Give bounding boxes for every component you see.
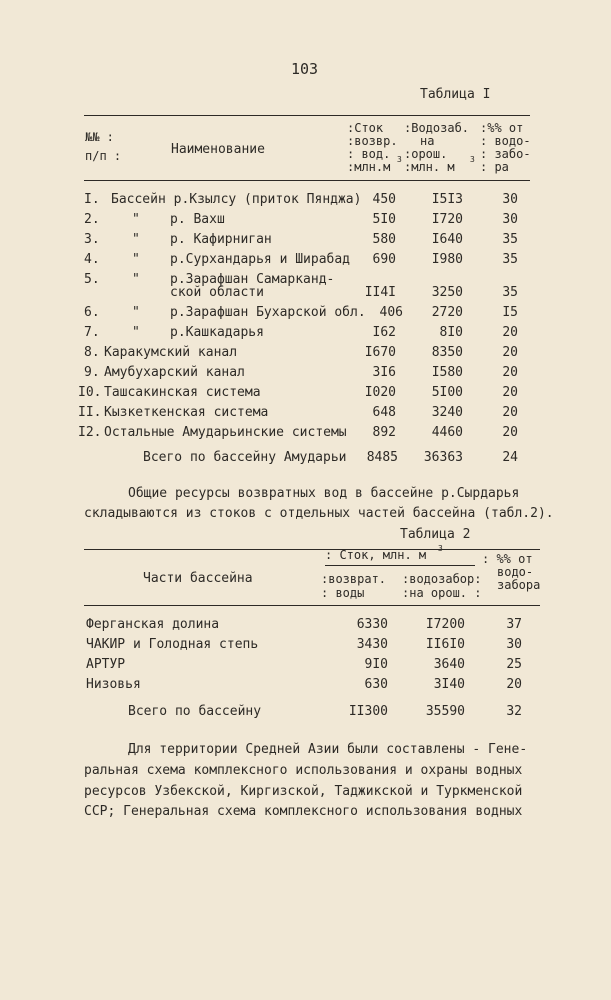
t2-row-flow: 3430 [356,637,388,652]
t1-col-flow-a: :Сток [347,121,384,135]
t1-row-pct: 35 [502,285,518,300]
t1-row-flow: I670 [364,345,396,360]
t1-total-flow: 8485 [366,450,398,465]
t2-col-flow-a: :возврат. [321,572,387,586]
t1-col-pct-c: : забо- [480,147,531,161]
t1-row-pct: 20 [502,365,518,380]
t1-row-pct: 20 [502,325,518,340]
t1-col-intake-a: :Водозаб. [404,121,470,135]
t2-row-name: ЧАКИР и Голодная степь [86,637,259,652]
t2-col-intake-b: :на орош. : [402,586,482,600]
t1-total-label: Всего по бассейну Амударьи [143,450,347,465]
page-number: 103 [291,60,319,78]
t1-intake-superscript: 3 [470,155,475,164]
t2-col-pct-b: водо- [497,565,534,579]
t1-row-intake: 8350 [431,345,463,360]
t1-row-name: Каракумский канал [104,345,238,360]
t1-col-flow-b: :возвр. [347,134,398,148]
t1-row-name: р.Зарафшан Бухарской обл. [170,305,366,320]
t1-row-intake: I5I3 [431,192,463,207]
t2-col-pct-a: : %% от [482,552,533,566]
t2-row-intake: 3I40 [433,677,465,692]
t1-col-pct-b: : водо- [480,134,531,148]
table2-title: Таблица 2 [400,527,471,542]
t1-row-name: р.Сурхандарья и Ширабад [170,252,351,267]
table2-top-rule [84,549,540,550]
t1-row-intake: 3250 [431,285,463,300]
t1-row-ditto: " [132,252,140,267]
t1-row-name: Амубухарский канал [104,365,245,380]
t1-row-no: 3. [84,232,100,247]
t1-col-intake-b: на [420,134,435,148]
t2-row-intake: II6I0 [425,637,465,652]
table1-title: Таблица I [420,87,491,102]
t2-row-pct: 37 [506,617,522,632]
t1-row-name: р.Кашкадарья [170,325,264,340]
paragraph2-line1: Для территории Средней Азии были составлены - Гене- [128,742,528,757]
t1-col-pct-d: : ра [480,160,509,174]
paragraph1-line2: складываются из стоков с отдельных частей бассейна (табл.2). [84,506,554,521]
t1-row-no: 8. [84,345,100,360]
t2-row-flow: 9I0 [364,657,388,672]
t2-flow-superscript: 3 [438,544,443,553]
t1-row-pct: I5 [502,305,518,320]
t1-row-name: р. Кафирниган [170,232,272,247]
paragraph2-line3: ресурсов Узбекской, Киргизской, Таджикской и Туркменской [84,784,523,799]
t2-row-flow: 630 [364,677,388,692]
t1-row-flow: II4I [364,285,396,300]
table2-header-rule [84,605,540,606]
t1-row-no: 5. [84,272,100,287]
t1-row-pct: 35 [502,252,518,267]
paragraph1-line1: Общие ресурсы возвратных вод в бассейне р.Сырдарья [128,486,520,501]
t1-col-pct-a: :%% от [480,121,524,135]
t2-row-intake: 3640 [433,657,465,672]
table1-top-rule [84,115,530,116]
t1-row-no: I. [84,192,100,207]
t1-row-pct: 20 [502,385,518,400]
t1-row-flow: 3I6 [372,365,396,380]
t2-row-pct: 25 [506,657,522,672]
paragraph2-line4: ССР; Генеральная схема комплексного использования водных [84,804,523,819]
t1-row-no: I0. [78,385,102,400]
t1-col-flow-d: :млн.м [347,160,391,174]
t2-row-name: АРТУР [86,657,126,672]
t2-total-pct: 32 [506,704,522,719]
t1-row-flow: 690 [372,252,396,267]
t1-row-intake: 5I00 [431,385,463,400]
t2-total-flow: II300 [348,704,388,719]
t2-row-pct: 20 [506,677,522,692]
t1-row-flow: I020 [364,385,396,400]
t2-row-intake: I7200 [425,617,465,632]
t1-row-flow: 648 [372,405,396,420]
t2-row-name: Низовья [86,677,141,692]
t1-row-flow: 580 [372,232,396,247]
t1-row-intake: I980 [431,252,463,267]
t1-row-intake: 4460 [431,425,463,440]
t1-row-name: Остальные Амударьинские системы [104,425,347,440]
t1-row-flow: 5I0 [372,212,396,227]
t1-row-name: Ташсакинская система [104,385,261,400]
t2-row-name: Ферганская долина [86,617,220,632]
t1-row-pct: 20 [502,345,518,360]
t1-row-pct: 30 [502,212,518,227]
t1-row-name-cont: ской области [170,285,264,300]
t1-row-flow: 450 [372,192,396,207]
t1-row-no: 2. [84,212,100,227]
t1-row-pct: 20 [502,425,518,440]
t1-row-intake: 8I0 [439,325,463,340]
t1-row-no: II. [78,405,102,420]
t1-col-flow-c: : вод. [347,147,391,161]
t1-row-name: Бассейн р.Кзылсу (приток Пянджа) [111,192,362,207]
t1-row-name: р. Вахш [170,212,225,227]
t1-col-intake-d: :млн. м [404,160,455,174]
t1-row-no: 9. [84,365,100,380]
t1-row-flow: 892 [372,425,396,440]
t2-col-pct-c: забора [497,578,541,592]
t1-flow-superscript: 3 [397,155,402,164]
t1-row-ditto: " [132,325,140,340]
t2-total-intake: 35590 [425,704,465,719]
t1-col-no-a: №№ : [85,130,114,144]
t2-col-intake-a: :водозабор: [402,572,482,586]
t1-row-ditto: " [132,232,140,247]
t1-total-intake: 36363 [423,450,463,465]
t2-total-label: Всего по бассейну [128,704,262,719]
t1-row-flow: 406 [379,305,403,320]
t2-col-name: Части бассейна [143,571,253,586]
t1-row-intake: I720 [431,212,463,227]
t2-col-flow-b: : воды [321,586,365,600]
t2-subheader-rule [325,565,475,566]
t2-col-flow-top: : Сток, млн. м [325,548,427,562]
t1-row-intake: 3240 [431,405,463,420]
t1-total-pct: 24 [502,450,518,465]
t1-row-intake: I580 [431,365,463,380]
t1-row-ditto: " [132,212,140,227]
t1-col-intake-c: :орош. [404,147,448,161]
table1-header-rule [84,180,530,181]
t1-row-no: 7. [84,325,100,340]
t1-row-name: р.Зарафшан Самарканд- [170,272,335,287]
t1-row-flow: I62 [372,325,396,340]
t1-col-name: Наименование [171,142,265,157]
t1-row-ditto: " [132,272,140,287]
t1-row-pct: 35 [502,232,518,247]
t2-row-flow: 6330 [356,617,388,632]
t1-row-no: 4. [84,252,100,267]
t1-col-no-b: п/п : [85,149,122,163]
t1-row-no: 6. [84,305,100,320]
t1-row-pct: 20 [502,405,518,420]
t1-row-name: Кызкеткенская система [104,405,269,420]
t1-row-intake: I640 [431,232,463,247]
t1-row-no: I2. [78,425,102,440]
t1-row-ditto: " [132,305,140,320]
t2-row-pct: 30 [506,637,522,652]
paragraph2-line2: ральная схема комплексного использования и охраны водных [84,763,523,778]
t1-row-intake: 2720 [431,305,463,320]
t1-row-pct: 30 [502,192,518,207]
